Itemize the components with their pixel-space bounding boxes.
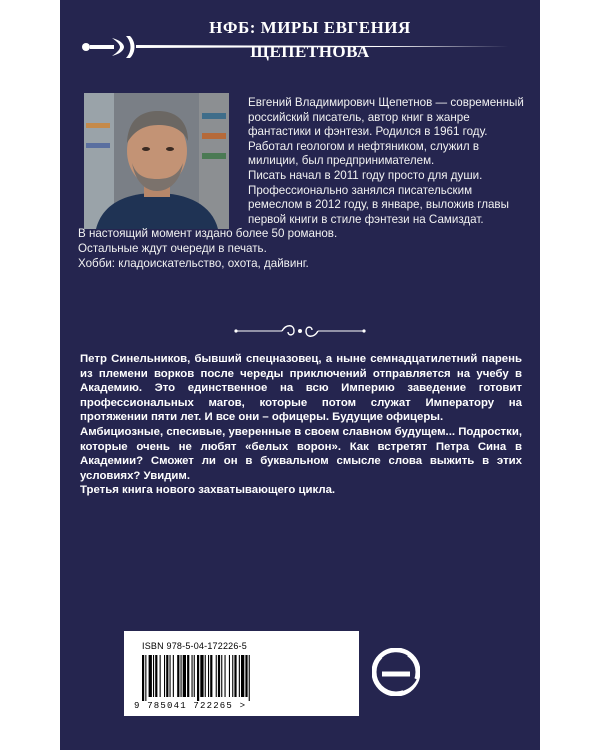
bio-paragraph: Профессионально занялся писательским ремеслом в 2012 году, в январе, выложив главы первой книги в стиле фэнтези на Самиздат. <box>248 183 509 226</box>
barcode-digits: 9 785041 722265 > <box>134 701 247 711</box>
barcode-panel <box>124 631 359 716</box>
barcode-icon <box>142 655 298 701</box>
author-bio <box>78 96 524 271</box>
annotation-paragraph: Амбициозные, спесивые, уверенные в своем славном будущем... Подростки, которые очень не любят «белых ворон». Как встретят Петра Сина в Академии? Сможет ли он в буквальном смысле слова выжить в этих условиях? Увидим. <box>80 425 522 482</box>
annotation-paragraph: Третья книга нового захватывающего цикла. <box>80 484 336 497</box>
series-title: НФБ: МИРЫ ЕВГЕНИЯ ЩЕПЕТНОВА <box>209 18 411 61</box>
bio-paragraph: Хобби: кладоискательство, охота, дайвинг. <box>78 256 309 270</box>
bio-paragraph: Евгений Владимирович Щепетнов — современный российский писатель, автор книг в жанре фантастики и фэнтези. Родился в 1961 году. Работал геологом и нефтяником, служил в милиции, был предпринимателем. <box>248 96 524 168</box>
annotation-paragraph: Петр Синельников, бывший спецназовец, а ныне семнадцатилетний парень из племени ворков после череды приключений отправляется на учебу в Академию. Это единственное на всю Империю заведение готовит профессиональных магов, которые потом служат Императору на протяжении пяти лет. И все они – офицеры. Будущие офицеры. <box>80 353 522 424</box>
bio-paragraph: Остальные ждут очереди в печать. <box>78 241 267 255</box>
series-header <box>60 16 540 61</box>
back-cover <box>60 0 540 750</box>
bio-paragraph: Писать начал в 2011 году просто для души. <box>248 168 483 182</box>
bio-paragraph: В настоящий момент издано более 50 романов. <box>78 227 338 241</box>
book-annotation <box>80 352 522 498</box>
isbn-label: ISBN 978-5-04-172226-5 <box>142 641 247 651</box>
ornament-icon <box>230 322 370 340</box>
eksmo-logo-icon <box>372 648 420 696</box>
